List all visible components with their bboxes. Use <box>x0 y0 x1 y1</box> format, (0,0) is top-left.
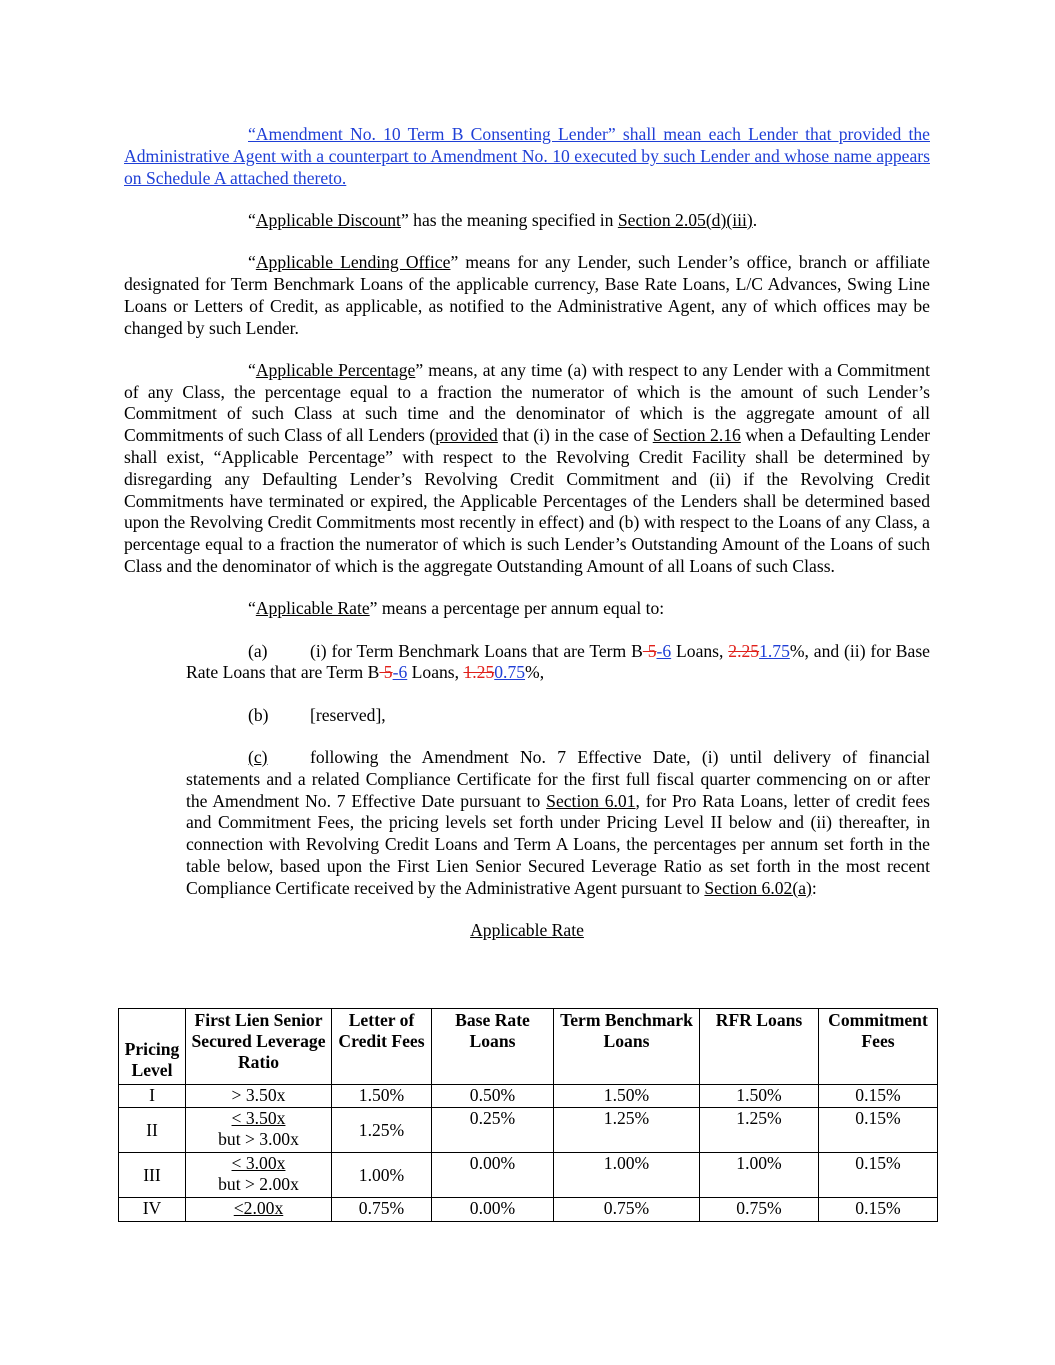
deleted-text: 2.25 <box>728 640 760 661</box>
section-reference: Section 6.02(a) <box>704 877 812 898</box>
clause-label: (b) <box>248 704 269 725</box>
header-pricing-level: Pricing Level <box>119 1009 186 1085</box>
inserted-text: -6 <box>392 662 408 683</box>
deleted-text: 5 <box>642 640 657 661</box>
defined-term: Applicable Rate <box>255 598 370 619</box>
inserted-text: -6 <box>656 640 672 661</box>
definition-applicable-discount: “Applicable Discount” has the meaning specified in Section 2.05(d)(iii). <box>248 209 758 230</box>
inserted-text: “Amendment No. 10 Term B Consenting Lender” shall mean each Lender that provided the Administrative Agent with a counterpart to Amendment No. 10 executed by such Lender and whose name appears on Schedule A attached thereto. <box>124 124 930 188</box>
deleted-text: 5 <box>379 662 393 683</box>
header-base-rate-loans: Base Rate Loans <box>432 1009 554 1085</box>
defined-term: Applicable Lending Office <box>255 252 451 273</box>
definition-applicable-percentage: “Applicable Percentage” means, at any time (a) with respect to any Lender with a Commitment of any Class, the percentage equal to a fraction the numerator of which is the amount of such Lender’s Commitment of such Class at such time and the denominator of which is the aggregate amount of all Commitments of such Class of all Lenders (provided that (i) in the case of Section 2.16 when a Defaulting Lender shall exist, “Applicable Percentage” with respect to the Revolving Credit Facility shall be determined by disregarding any Defaulting Lender’s Revolving Credit Commitment and (ii) if the Revolving Credit Commitments have terminated or expired, the Applicable Percentages of the Lenders shall be determined based upon the Revolving Credit Commitments most recently in effect) and (b) with respect to the Loans of any Class, a percentage equal to a fraction the numerator of which is such Lender’s Outstanding Amount of the Loans of such Class and the denominator of which is the aggregate Outstanding Amount of all Loans of such Class. <box>124 359 930 577</box>
section-reference: Section 2.05(d)(iii) <box>617 209 753 230</box>
table-row: II < 3.50x but > 3.00x 1.25% 0.25% 1.25% 1.25% 0.15% <box>119 1108 938 1153</box>
definition-amendment-10 <box>124 124 930 189</box>
section-reference: Section 2.16 <box>652 425 741 446</box>
clause-b: (b) [reserved], <box>248 704 386 725</box>
defined-term: Applicable Percentage <box>255 359 416 380</box>
definition-applicable-lending-office: “Applicable Lending Office” means for any Lender, such Lender’s office, branch or affiliate designated for Term Benchmark Loans of the applicable currency, Base Rate Loans, L/C Advances, Swing Line Loans or Letters of Credit, as applicable, as notified to the Administrative Agent, any of which offices may be changed by such Lender. <box>124 252 930 338</box>
header-term-benchmark-loans: Term Benchmark Loans <box>554 1009 700 1085</box>
clause-label: (a) <box>248 640 268 661</box>
header-leverage-ratio: First Lien Senior Secured Leverage Ratio <box>186 1009 332 1085</box>
deleted-text: 1.25 <box>463 662 495 683</box>
section-reference: Section 6.01 <box>546 790 636 811</box>
applicable-rate-table <box>118 1008 938 1222</box>
clause-label: (c) <box>248 747 268 768</box>
table-caption: Applicable Rate <box>470 920 584 941</box>
table-row: I > 3.50x 1.50% 0.50% 1.50% 1.50% 0.15% <box>119 1085 938 1108</box>
defined-term: Applicable Discount <box>255 209 401 230</box>
clause-c: (c) following the Amendment No. 7 Effective Date, (i) until delivery of financial statements and a related Compliance Certificate for the first full fiscal quarter commencing on or after the Amendment No. 7 Effective Date pursuant to Section 6.01, for Pro Rata Loans, letter of credit fees and Commitment Fees, the pricing levels set forth under Pricing Level II below and (ii) thereafter, in connection with Revolving Credit Loans and Term A Loans, the percentages per annum set forth in the table below, based upon the First Lien Senior Secured Leverage Ratio as set forth in the most recent Compliance Certificate received by the Administrative Agent pursuant to Section 6.02(a): <box>186 747 930 898</box>
table-row: IV <2.00x 0.75% 0.00% 0.75% 0.75% 0.15% <box>119 1198 938 1222</box>
header-rfr-loans: RFR Loans <box>700 1009 819 1085</box>
definition-applicable-rate: “Applicable Rate” means a percentage per annum equal to: <box>248 598 665 619</box>
table-row: III < 3.00x but > 2.00x 1.00% 0.00% 1.00% 1.00% 0.15% <box>119 1153 938 1198</box>
provided-term: provided <box>435 425 498 446</box>
inserted-text: 0.75 <box>494 662 526 683</box>
table-header-row <box>119 1009 938 1085</box>
clause-a: (a) (i) for Term Benchmark Loans that are Term B 5-6 Loans, 2.251.75%, and (ii) for Base Rate Loans that are Term B 5-6 Loans, 1.250.75%, <box>186 640 930 683</box>
header-commitment-fees: Commitment Fees <box>819 1009 938 1085</box>
header-letter-of-credit-fees: Letter of Credit Fees <box>332 1009 432 1085</box>
document-page <box>124 124 930 942</box>
inserted-text: 1.75 <box>759 640 790 661</box>
